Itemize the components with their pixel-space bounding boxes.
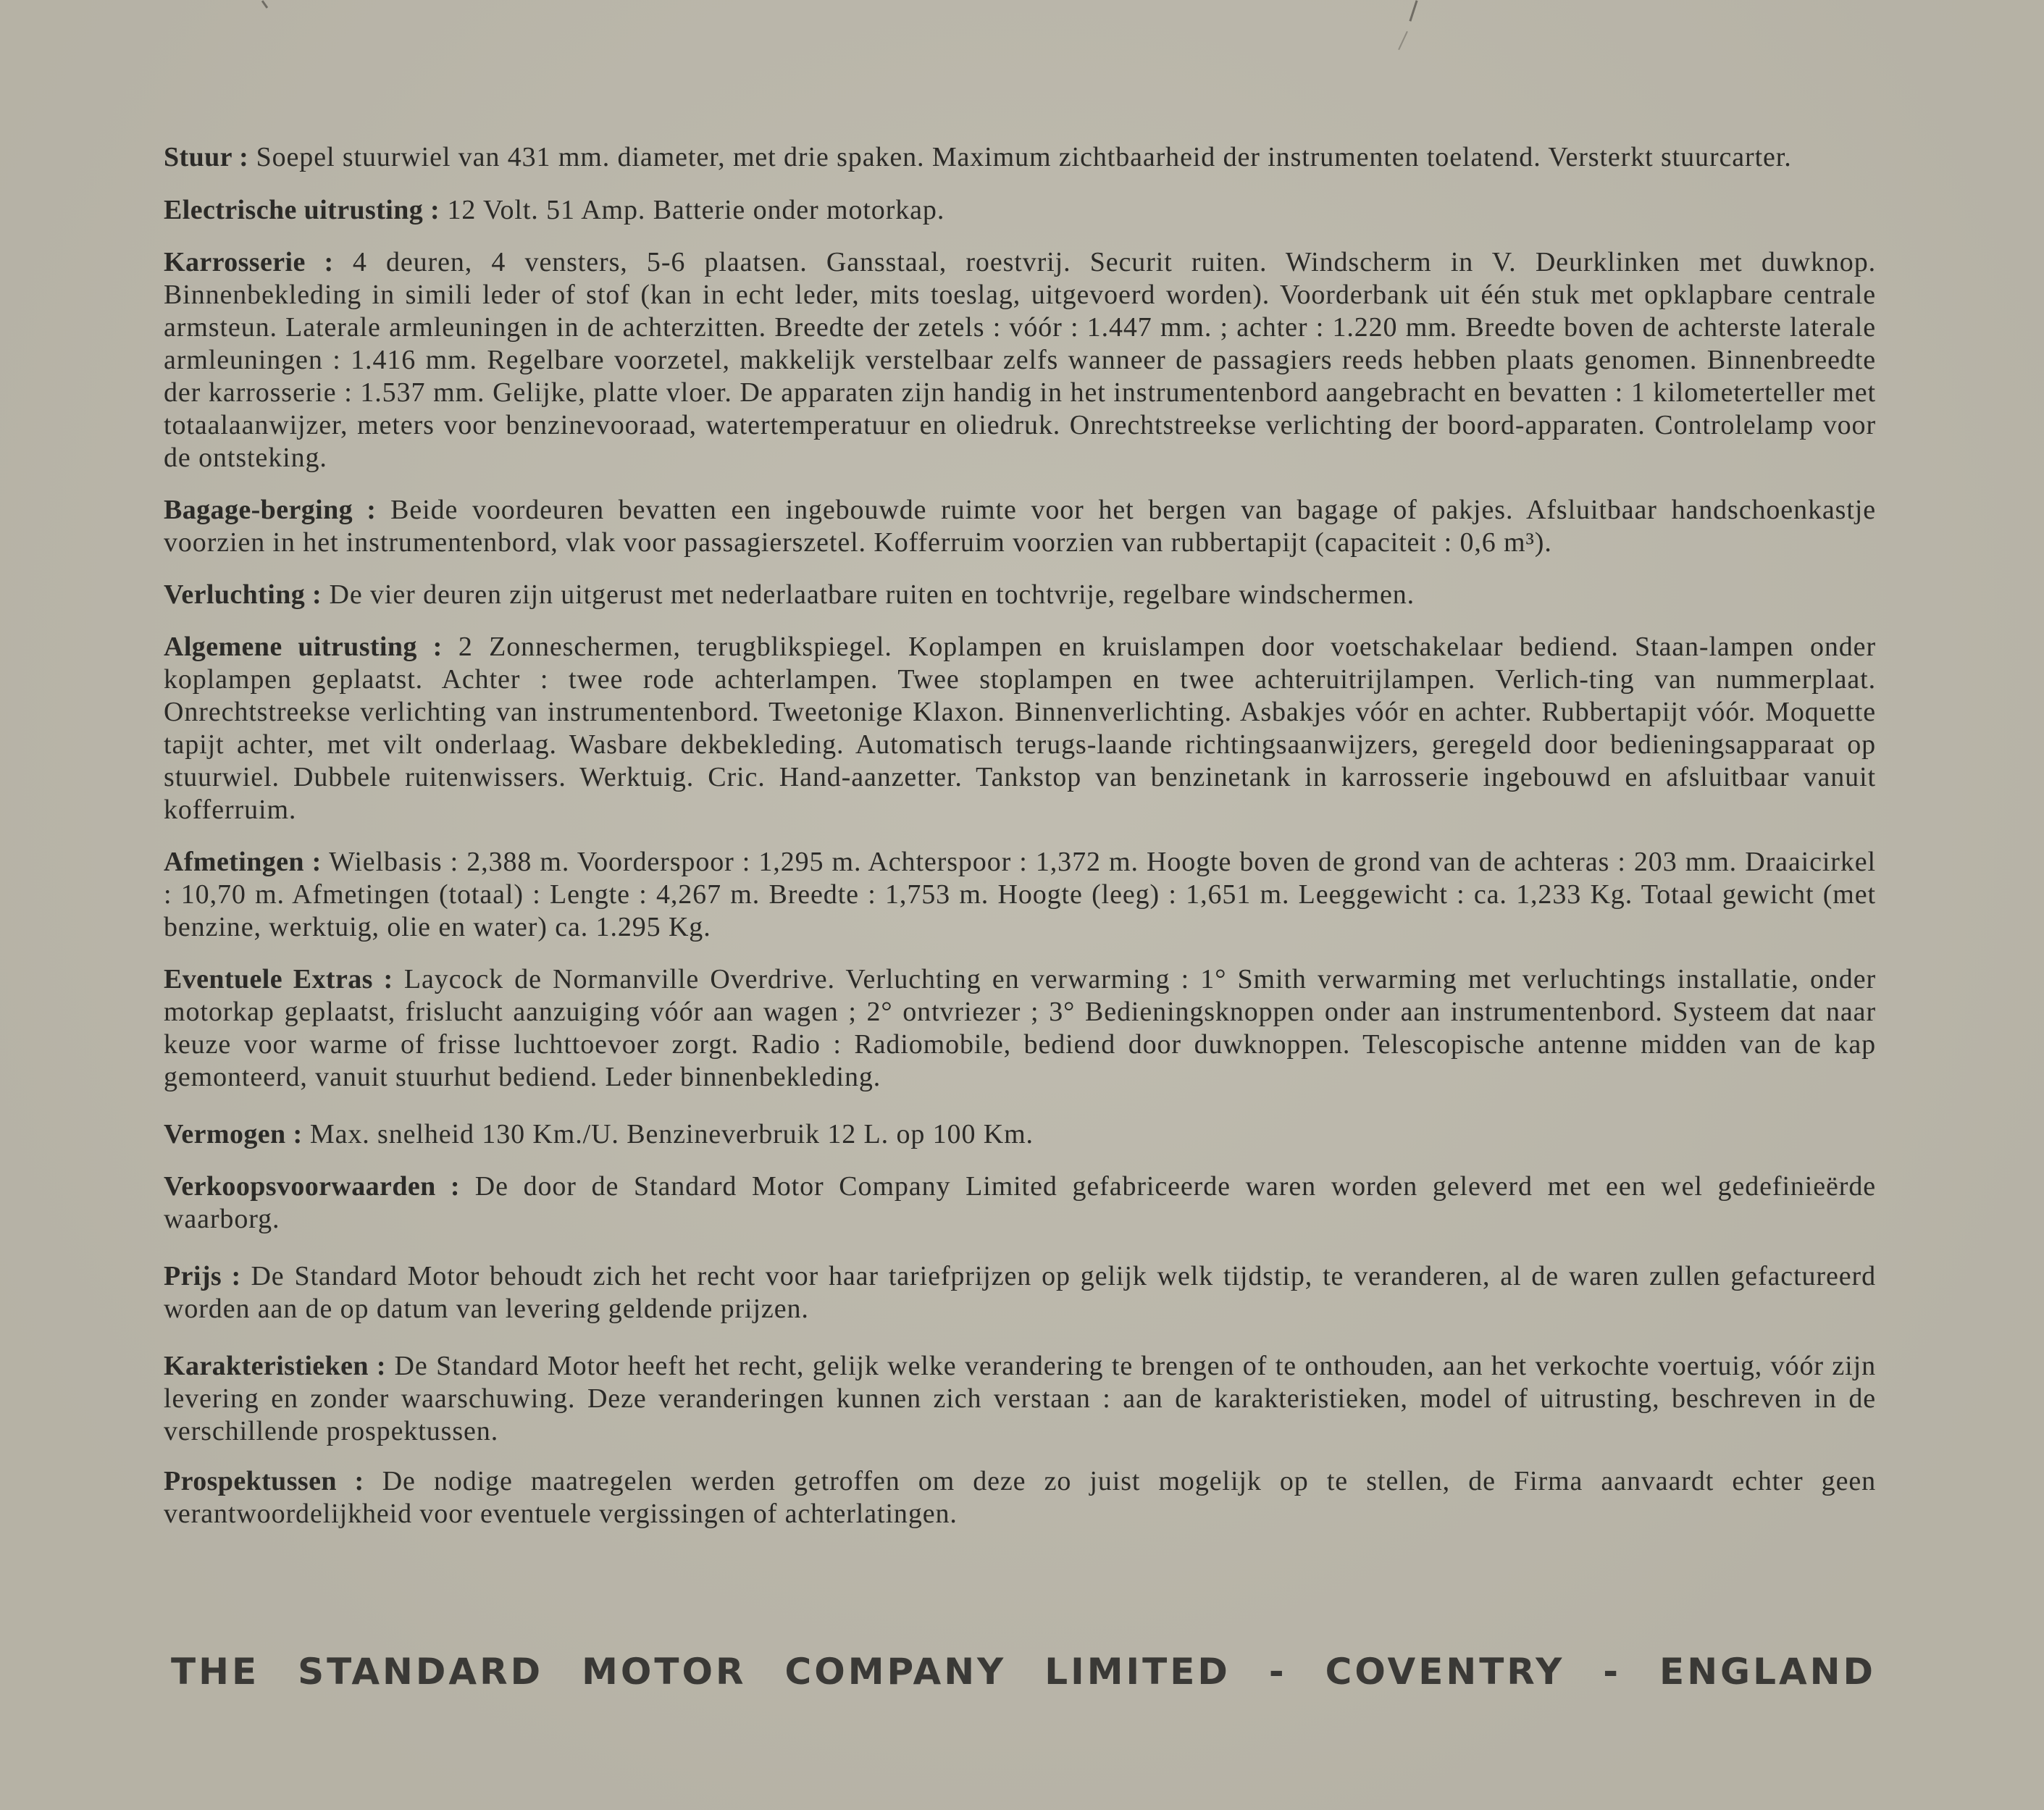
spec-text: De door de Standard Motor Company Limited gefabriceerde waren worden geleverd met een wel gedefinieërde waarborg.: [164, 1171, 1877, 1234]
spec-label: Bagage-berging :: [164, 495, 377, 525]
scan-mark: [1398, 31, 1408, 50]
specifications-list: [164, 141, 1876, 1530]
spec-verluchting: [164, 579, 1876, 611]
spec-text: De vier deuren zijn uitgerust met nederlaatbare ruiten en tochtvrije, regelbare windschermen.: [329, 579, 1415, 610]
spec-label: Stuur :: [164, 142, 249, 172]
scan-mark: [1409, 0, 1417, 21]
spec-label: Prospektussen :: [164, 1466, 364, 1496]
spec-bagage-berging: [164, 494, 1876, 559]
spec-label: Algemene uitrusting :: [164, 632, 443, 662]
spec-text: Beide voordeuren bevatten een ingebouwde ruimte voor het bergen van bagage of pakjes. Afsluitbaar handschoenkastje voorzien in het instrumentenbord, vlak voor passagierszetel. Kofferruim voorzien van rubbertapijt (capaciteit : 0,6 m³).: [164, 495, 1877, 558]
spec-label: Verkoopsvoorwaarden :: [164, 1171, 460, 1202]
company-footer: THE STANDARD MOTOR COMPANY LIMITED - COVENTRY - ENGLAND: [171, 1651, 1876, 1693]
spec-label: Electrische uitrusting :: [164, 195, 440, 225]
spec-eventuele-extras: [164, 963, 1876, 1094]
spec-stuur: [164, 141, 1876, 174]
spec-karakteristieken: [164, 1350, 1876, 1448]
spec-vermogen: [164, 1118, 1876, 1151]
spec-text: Wielbasis : 2,388 m. Voorderspoor : 1,295 m. Achterspoor : 1,372 m. Hoogte boven de grond van de achteras : 203 mm. Draaicirkel : 10,70 m. Afmetingen (totaal) : Lengte : 4,267 m. Breedte : 1,753 m. Hoogte (leeg) : 1,651 m. Leeggewicht : ca. 1,233 Kg. Totaal gewicht (met benzine, werktuig, olie en water) ca. 1.295 Kg.: [164, 847, 1876, 942]
spec-text: 12 Volt. 51 Amp. Batterie onder motorkap.: [447, 195, 945, 225]
spec-text: Soepel stuurwiel van 431 mm. diameter, met drie spaken. Maximum zichtbaarheid der instrumenten toelatend. Versterkt stuurcarter.: [256, 142, 1792, 172]
spec-text: 4 deuren, 4 vensters, 5-6 plaatsen. Gansstaal, roestvrij. Securit ruiten. Windscherm in V. Deurklinken met duwknop. Binnenbekleding in simili leder of stof (kan in echt leder, mits toeslag, uitgevoerd worden). Voorderbank uit één stuk met opklapbare centrale armsteun. Laterale armleuningen in de achterzitten. Breedte der zetels : vóór : 1.447 mm. ; achter : 1.220 mm. Breedte boven de achterste laterale armleuningen : 1.416 mm. Regelbare voorzetel, makkelijk verstelbaar zelfs wanneer de passagiers reeds hebben plaats genomen. Binnenbreedte der karrosserie : 1.537 mm. Gelijke, platte vloer. De apparaten zijn handig in het instrumentenbord aangebracht en bevatten : 1 kilometerteller met totaalaanwijzer, meters voor benzinevooraad, watertemperatuur en oliedruk. Onrechtstreekse verlichting der boord-apparaten. Controlelamp voor de ontsteking.: [164, 247, 1876, 473]
spec-prijs: [164, 1260, 1876, 1325]
spec-text: De nodige maatregelen werden getroffen om deze zo juist mogelijk op te stellen, de Firma aanvaardt echter geen verantwoordelijkheid voor eventuele vergissingen of achterlatingen.: [164, 1466, 1876, 1529]
spec-afmetingen: [164, 846, 1876, 944]
spec-label: Vermogen :: [164, 1119, 303, 1149]
spec-label: Karakteristieken :: [164, 1351, 386, 1381]
spec-label: Prijs :: [164, 1261, 241, 1291]
spec-algemene-uitrusting: [164, 631, 1876, 826]
spec-text: Max. snelheid 130 Km./U. Benzineverbruik 12 L. op 100 Km.: [309, 1119, 1034, 1149]
spec-text: 2 Zonneschermen, terugblikspiegel. Koplampen en kruislampen door voetschakelaar bediend. Staan-lampen onder koplampen geplaatst. Achter : twee rode achterlampen. Twee stoplampen en twee achteruitrijlampen. Verlich-ting van nummerplaat. Onrechtstreekse verlichting van instrumentenbord. Tweetonige Klaxon. Binnenverlichting. Asbakjes vóór en achter. Rubbertapijt vóór. Moquette tapijt achter, met vilt onderlaag. Wasbare dekbekleding. Automatisch terugs-laande richtingsaanwijzers, geregeld door bedieningsapparaat op stuurwiel. Dubbele ruitenwissers. Werktuig. Cric. Hand-aanzetter. Tankstop van benzinetank in karrosserie ingebouwd en afsluitbaar vanuit kofferruim.: [164, 632, 1876, 825]
spec-text: Laycock de Normanville Overdrive. Verluchting en verwarming : 1° Smith verwarming met verluchtings installatie, onder motorkap geplaatst, frislucht aanzuiging vóór aan wagen ; 2° ontvriezer ; 3° Bedieningsknoppen onder aan instrumentenbord. Systeem dat naar keuze voor warme of frisse luchttoevoer zorgt. Radio : Radiomobile, bediend door duwknoppen. Telescopische antenne midden van de kap gemonteerd, vanuit stuurhut bediend. Leder binnenbekleding.: [164, 964, 1877, 1092]
scan-mark: [261, 0, 268, 9]
spec-verkoopsvoorwaarden: [164, 1170, 1876, 1236]
spec-label: Eventuele Extras :: [164, 964, 393, 994]
spec-prospektussen: [164, 1465, 1876, 1530]
spec-karrosserie: [164, 246, 1876, 474]
spec-label: Afmetingen :: [164, 847, 322, 877]
spec-text: De Standard Motor heeft het recht, gelijk welke verandering te brengen of te onthouden, aan het verkochte voertuig, vóór zijn levering en zonder waarschuwing. Deze veranderingen kunnen zich verstaan : aan de karakteristieken, model of uitrusting, beschreven in de verschillende prospektussen.: [164, 1351, 1876, 1446]
spec-label: Karrosserie :: [164, 247, 334, 277]
spec-text: De Standard Motor behoudt zich het recht voor haar tariefprijzen op gelijk welk tijdstip, te veranderen, al de waren zullen gefactureerd worden aan de op datum van levering geldende prijzen.: [164, 1261, 1876, 1324]
spec-electrische-uitrusting: [164, 194, 1876, 227]
spec-label: Verluchting :: [164, 579, 322, 610]
